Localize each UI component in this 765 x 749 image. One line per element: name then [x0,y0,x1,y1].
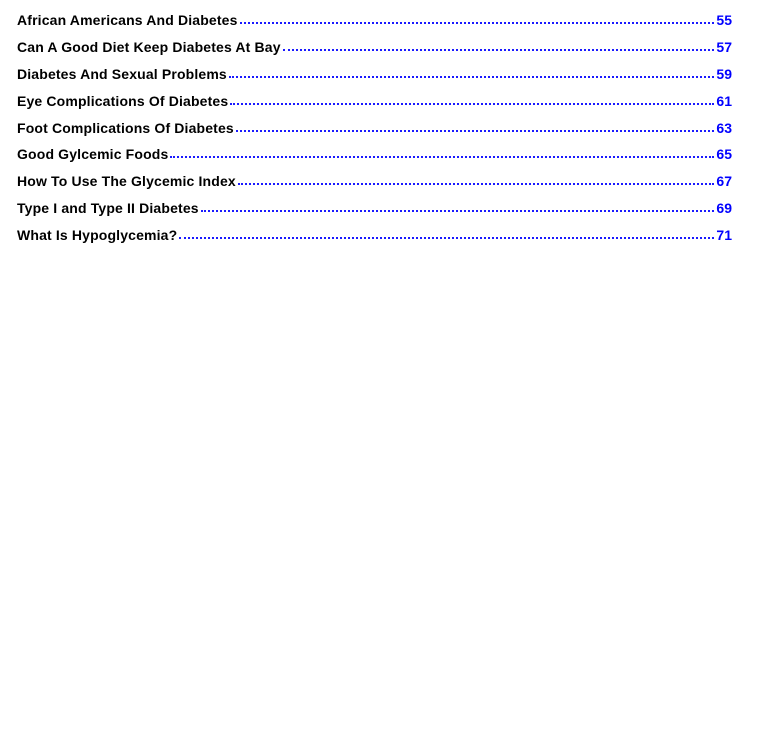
toc-entry-title: Eye Complications Of Diabetes [17,92,229,109]
toc-entry-type-i-ii[interactable] [17,200,732,227]
toc-entry-title: Can A Good Diet Keep Diabetes At Bay [17,38,281,55]
toc-entry-good-diet[interactable] [17,39,732,66]
toc-entry-page-number: 63 [716,119,732,136]
dot-leader [240,22,715,24]
toc-entry-hypoglycemia[interactable] [17,227,732,254]
toc-entry-title: Foot Complications Of Diabetes [17,119,234,136]
dot-leader [170,156,714,158]
toc-entry-title: How To Use The Glycemic Index [17,173,236,190]
toc-entry-foot-complications[interactable] [17,120,732,147]
toc-entry-title: African Americans And Diabetes [17,12,238,28]
toc-entry-page-number: 71 [716,227,732,244]
toc-entry-page-number: 55 [716,12,732,28]
toc-entry-page-number: 69 [716,200,732,217]
toc-entry-title: Diabetes And Sexual Problems [17,65,227,82]
toc-entry-page-number: 57 [716,38,732,55]
toc-entry-title: What Is Hypoglycemia? [17,227,178,244]
toc-entry-glycemic-foods[interactable] [17,146,732,173]
toc-entry-title: Type I and Type II Diabetes [17,200,199,217]
toc-entry-page-number: 61 [716,92,732,109]
toc-entry-sexual-problems[interactable] [17,66,732,93]
toc-entry-glycemic-index[interactable] [17,173,732,200]
dot-leader [201,210,715,212]
dot-leader [179,237,714,239]
toc-entry-eye-complications[interactable] [17,93,732,120]
dot-leader [238,183,715,185]
toc-entry-african-americans[interactable] [17,12,732,39]
table-of-contents [17,12,732,254]
dot-leader [236,130,715,132]
dot-leader [229,76,715,78]
toc-entry-page-number: 67 [716,173,732,190]
toc-entry-page-number: 65 [716,146,732,163]
dot-leader [283,49,715,51]
toc-entry-title: Good Gylcemic Foods [17,146,169,163]
dot-leader [230,103,714,105]
toc-entry-page-number: 59 [716,65,732,82]
